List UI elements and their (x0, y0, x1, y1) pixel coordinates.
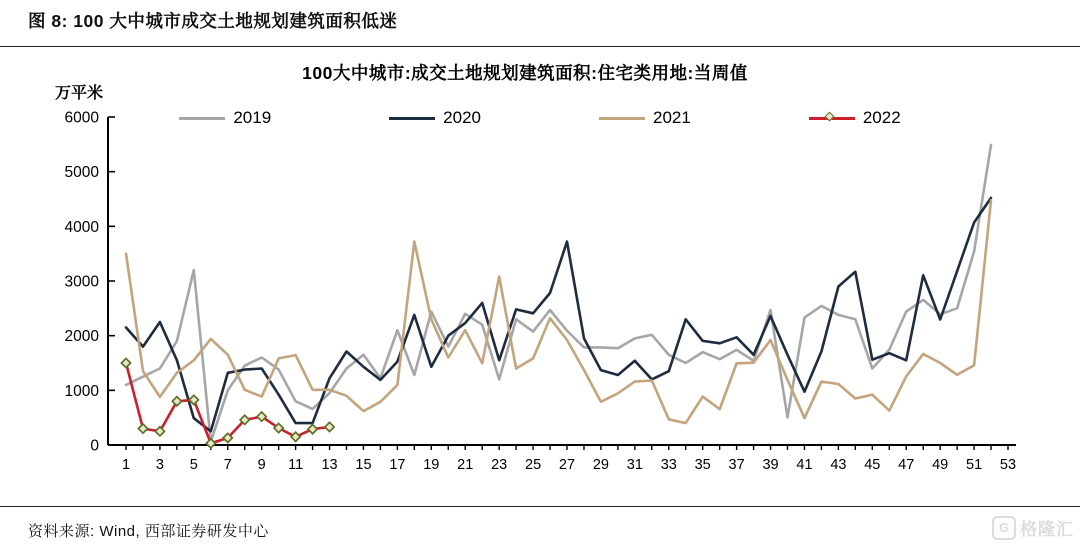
x-tick-label: 1 (121, 457, 131, 473)
gelonghui-watermark (992, 515, 1074, 540)
y-tick-label: 1000 (64, 382, 99, 400)
data-point-marker-2022[interactable] (121, 358, 130, 367)
gelonghui-logo-icon: G (992, 516, 1016, 540)
x-tick-label: 43 (830, 457, 847, 473)
x-tick-label: 11 (288, 457, 304, 473)
x-tick-label: 13 (321, 457, 338, 473)
data-point-marker-2022[interactable] (325, 422, 334, 431)
x-tick-label: 45 (864, 457, 881, 473)
legend-label: 2021 (653, 108, 691, 127)
x-tick-label: 49 (932, 457, 949, 473)
x-tick-label: 53 (999, 457, 1017, 473)
x-tick-label: 47 (898, 457, 915, 473)
y-tick-label: 3000 (64, 273, 99, 291)
y-tick-label: 5000 (64, 164, 99, 182)
x-tick-label: 29 (592, 457, 609, 473)
y-axis-unit-label: 万平米 (55, 85, 104, 102)
x-tick-label: 5 (189, 457, 198, 473)
x-tick-label: 31 (626, 457, 643, 473)
x-tick-label: 41 (796, 457, 813, 473)
legend-label: 2019 (233, 108, 272, 127)
data-point-marker-2022[interactable] (206, 439, 215, 448)
legend-label: 2020 (443, 108, 481, 127)
figure-title: 图 8: 100 大中城市成交土地规划建筑面积低迷 (28, 11, 398, 31)
x-tick-label: 35 (694, 457, 711, 473)
x-tick-label: 21 (457, 457, 474, 473)
x-tick-label: 3 (155, 457, 164, 473)
legend-label: 2022 (862, 108, 901, 127)
data-source-note: 资料来源: Wind, 西部证券研发中心 (28, 523, 269, 540)
x-tick-label: 19 (423, 457, 440, 473)
x-tick-label: 17 (389, 457, 406, 473)
footer-divider (0, 506, 1080, 507)
data-point-marker-2022[interactable] (138, 424, 147, 433)
gelonghui-logo-text: 格隆汇 (1020, 520, 1074, 539)
x-tick-label: 23 (491, 457, 508, 473)
x-tick-label: 39 (762, 457, 779, 473)
x-tick-label: 33 (660, 457, 677, 473)
y-tick-label: 6000 (64, 109, 99, 127)
x-tick-label: 25 (525, 457, 542, 473)
x-tick-label: 51 (966, 457, 983, 473)
y-tick-label: 0 (90, 437, 99, 455)
series-line-2021[interactable] (126, 200, 991, 423)
x-tick-label: 27 (558, 457, 576, 473)
x-tick-label: 37 (728, 457, 745, 473)
chart-title: 100大中城市:成交土地规划建筑面积:住宅类用地:当周值 (302, 63, 748, 83)
data-point-marker-2022[interactable] (308, 425, 317, 434)
x-tick-label: 15 (355, 457, 372, 473)
y-tick-label: 2000 (64, 328, 99, 346)
x-tick-label: 9 (257, 457, 266, 473)
y-tick-label: 4000 (64, 218, 99, 236)
x-tick-label: 7 (223, 457, 232, 473)
data-point-marker-2022[interactable] (291, 432, 300, 441)
